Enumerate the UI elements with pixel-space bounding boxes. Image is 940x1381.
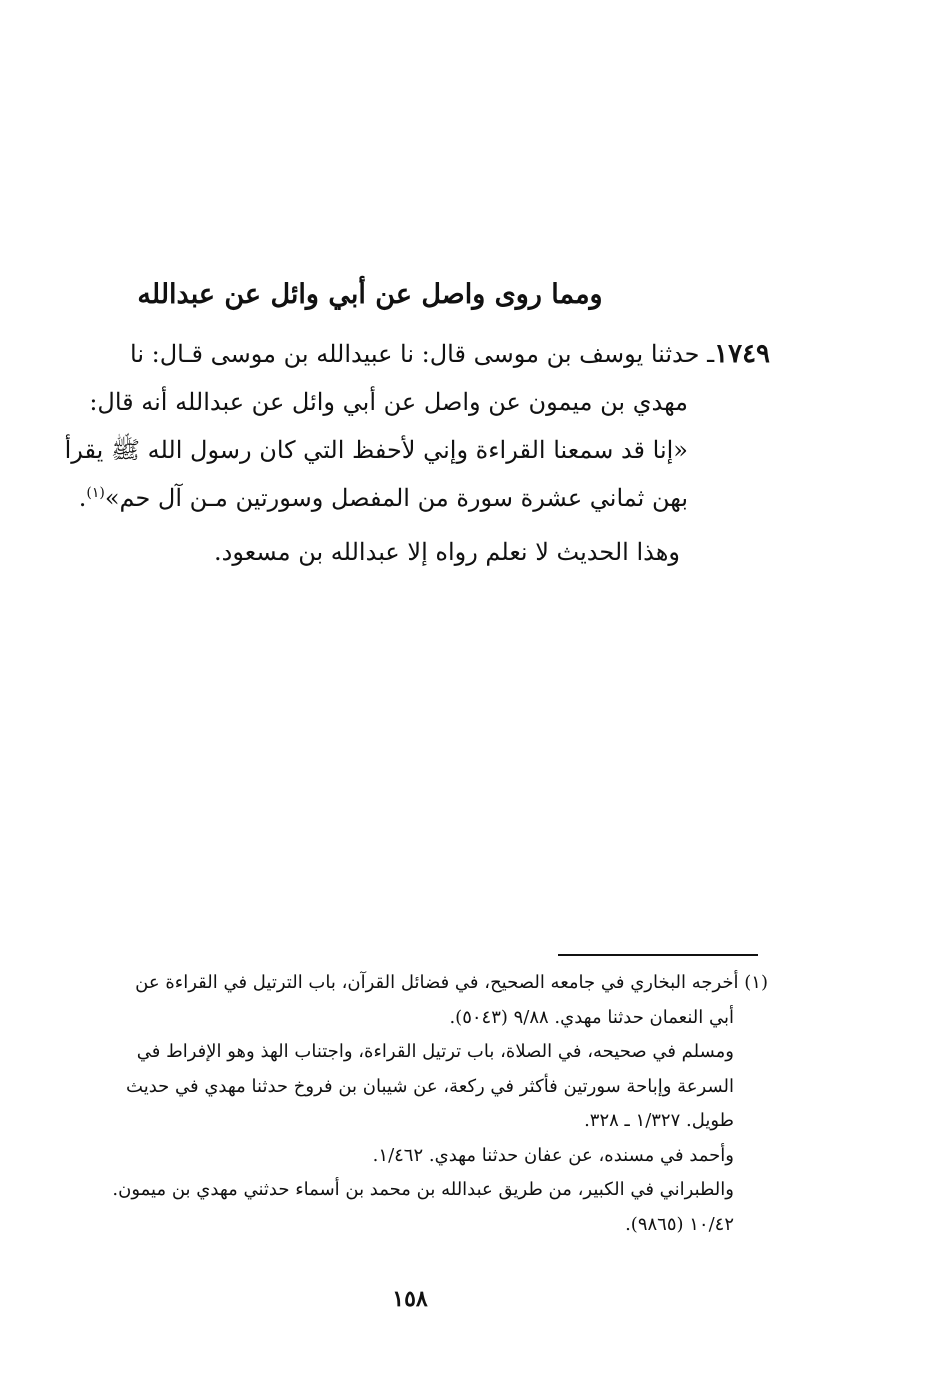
hadith-line-2: مهدي بن ميمون عن واصل عن أبي وائل عن عبدالله أنه قال:	[89, 388, 688, 416]
footnote-line: ١٠/٤٢ (٩٨٦٥).	[625, 1213, 734, 1235]
footnote-separator	[558, 954, 758, 956]
footnote-line: والطبراني في الكبير، من طريق عبدالله بن محمد بن أسماء حدثني مهدي بن ميمون.	[112, 1179, 734, 1200]
footnote-line: أبي النعمان حدثنا مهدي. ٩/٨٨ (٥٠٤٣).	[449, 1006, 734, 1028]
hadith-text-4: بهن ثماني عشرة سورة من المفصل وسورتين مـن آل حم»	[104, 484, 688, 512]
section-heading: ومما روى واصل عن أبي وائل عن عبدالله	[137, 279, 603, 310]
footnote-line: وأحمد في مسنده، عن عفان حدثنا مهدي. ١/٤٦٢.	[372, 1144, 734, 1166]
hadith-paragraph	[64, 330, 770, 522]
footnote-line: السرعة وإباحة سورتين فأكثر في ركعة، عن شيبان بن فروخ حدثنا مهدي في حديث	[126, 1075, 734, 1097]
footnote-line: (١) أخرجه البخاري في جامعه الصحيح، في فضائل القرآن، باب الترتيل في القراءة عن	[135, 972, 768, 993]
authenticity-note: وهذا الحديث لا نعلم رواه إلا عبدالله بن مسعود.	[214, 538, 680, 566]
hadith-text-1: ـ حدثنا يوسف بن موسى قال: نا عبيدالله بن موسى قـال: نا	[130, 340, 715, 368]
hadith-line-1	[130, 330, 770, 378]
page-number: ١٥٨	[392, 1286, 428, 1312]
hadith-line-4	[78, 474, 770, 522]
hadith-line-3: «إنا قد سمعنا القراءة وإني لأحفظ التي كان رسول الله ﷺ يقرأ	[64, 436, 688, 464]
footnote-line: ومسلم في صحيحه، في الصلاة، باب ترتيل القراءة، واجتناب الهذ وهو الإفراط في	[136, 1041, 734, 1062]
hadith-number: ١٧٤٩	[714, 339, 770, 369]
footnotes	[68, 966, 768, 1242]
footnote-line: طويل. ١/٣٢٧ ـ ٣٢٨.	[584, 1110, 734, 1131]
footnote-marker: (١)	[86, 485, 105, 501]
hadith-end-mark: .	[78, 484, 87, 512]
